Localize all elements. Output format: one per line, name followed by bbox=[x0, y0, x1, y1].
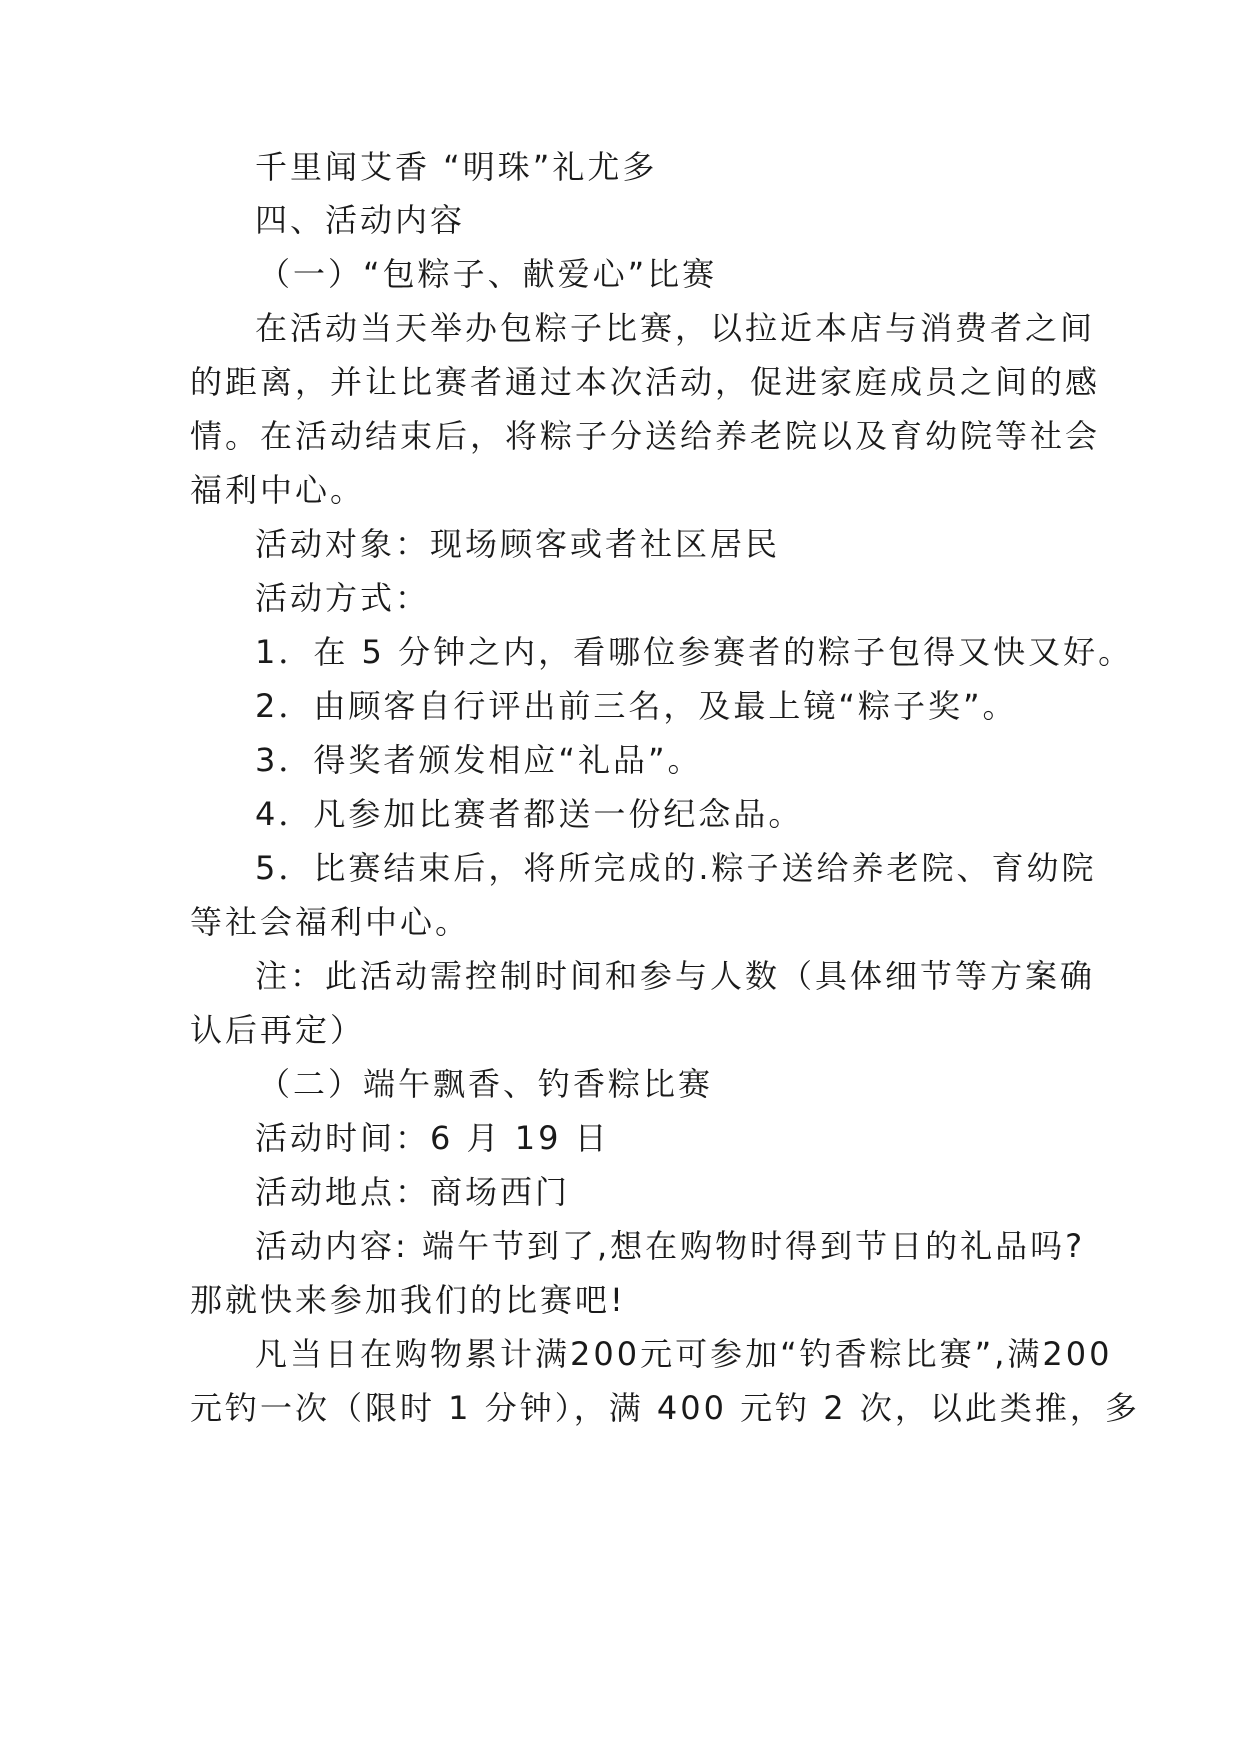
paragraph-line: 在活动当天举办包粽子比赛，以拉近本店与消费者之间 bbox=[255, 309, 1096, 347]
paragraph-line: 的距离，并让比赛者通过本次活动，促进家庭成员之间的感 bbox=[190, 363, 1101, 401]
list-item: 2．由顾客自行评出前三名，及最上镜“粽子奖”。 bbox=[255, 687, 1018, 725]
list-item: 1．在 5 分钟之内，看哪位参赛者的粽子包得又快又好。 bbox=[255, 633, 1134, 671]
list-item: 3．得奖者颁发相应“礼品”。 bbox=[255, 741, 703, 779]
section-title-line: 千里闻艾香 “明珠”礼尤多 bbox=[255, 148, 658, 186]
activity-location-line: 活动地点：商场西门 bbox=[255, 1173, 571, 1211]
paragraph-line: 元钓一次（限时 1 分钟），满 400 元钓 2 次，以此类推，多 bbox=[190, 1389, 1140, 1427]
section-heading: 四、活动内容 bbox=[255, 201, 466, 239]
note-line: 注：此活动需控制时间和参与人数（具体细节等方案确 bbox=[255, 957, 1096, 995]
list-item-continuation: 等社会福利中心。 bbox=[190, 903, 471, 941]
activity-content-line: 活动内容: 端午节到了,想在购物时得到节日的礼品吗? bbox=[255, 1227, 1086, 1265]
activity-target-line: 活动对象：现场顾客或者社区居民 bbox=[255, 525, 781, 563]
activity-time-line: 活动时间：6 月 19 日 bbox=[255, 1119, 610, 1157]
paragraph-line: 情。在活动结束后，将粽子分送给养老院以及育幼院等社会 bbox=[190, 417, 1101, 455]
subsection-heading: （一）“包粽子、献爱心”比赛 bbox=[258, 255, 718, 293]
paragraph-line: 凡当日在购物累计满200元可参加“钓香粽比赛”,满200 bbox=[255, 1335, 1113, 1373]
paragraph-line: 福利中心。 bbox=[190, 471, 366, 509]
activity-content-line: 那就快来参加我们的比赛吧! bbox=[190, 1281, 626, 1319]
list-item: 5．比赛结束后，将所完成的.粽子送给养老院、育幼院 bbox=[255, 849, 1097, 887]
subsection-heading: （二）端午飘香、钓香粽比赛 bbox=[258, 1065, 714, 1103]
list-item: 4．凡参加比赛者都送一份纪念品。 bbox=[255, 795, 804, 833]
activity-method-line: 活动方式： bbox=[255, 579, 431, 617]
note-line: 认后再定） bbox=[190, 1011, 366, 1049]
